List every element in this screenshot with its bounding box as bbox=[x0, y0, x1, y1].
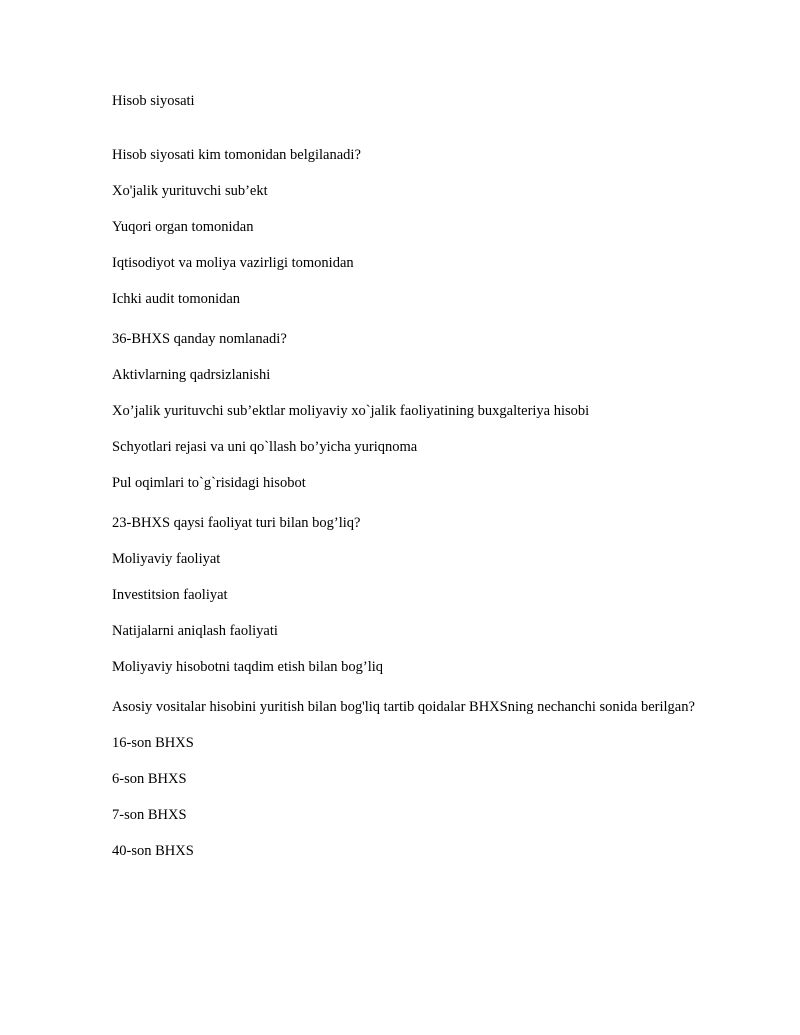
answer-option: Natijalarni aniqlash faoliyati bbox=[112, 623, 278, 639]
question-block-2 bbox=[112, 329, 772, 493]
answer-option: Aktivlarning qadrsizlanishi bbox=[112, 367, 271, 383]
answer-option: Ichki audit tomonidan bbox=[112, 291, 241, 307]
answer-option: 6-son BHXS bbox=[112, 771, 187, 787]
document-content bbox=[112, 91, 772, 861]
question-text: Hisob siyosati kim tomonidan belgilanadi? bbox=[112, 147, 361, 163]
question-block-1 bbox=[112, 145, 772, 309]
answer-option: Moliyaviy faoliyat bbox=[112, 551, 221, 567]
answer-option: Yuqori organ tomonidan bbox=[112, 219, 254, 235]
question-text: Asosiy vositalar hisobini yuritish bilan bog'liq tartib qoidalar BHXSning nechanchi sonida berilgan? bbox=[112, 699, 695, 715]
answer-option: Xo’jalik yurituvchi sub’ektlar moliyaviy xo`jalik faoliyatining buxgalteriya hisobi bbox=[112, 403, 590, 419]
answer-option: 16-son BHXS bbox=[112, 735, 194, 751]
answer-options bbox=[112, 181, 772, 309]
answer-option: Investitsion faoliyat bbox=[112, 587, 228, 603]
answer-option: Schyotlari rejasi va uni qo`llash bo’yicha yuriqnoma bbox=[112, 439, 418, 455]
answer-options bbox=[112, 733, 772, 861]
document-title: Hisob siyosati bbox=[112, 93, 195, 109]
answer-option: Xo'jalik yurituvchi sub’ekt bbox=[112, 183, 268, 199]
answer-option: 40-son BHXS bbox=[112, 843, 194, 859]
question-block-4 bbox=[112, 697, 772, 861]
answer-options bbox=[112, 365, 772, 493]
answer-option: Moliyaviy hisobotni taqdim etish bilan bog’liq bbox=[112, 659, 384, 675]
question-text: 23-BHXS qaysi faoliyat turi bilan bog’liq? bbox=[112, 515, 361, 531]
question-text: 36-BHXS qanday nomlanadi? bbox=[112, 331, 287, 347]
answer-options bbox=[112, 549, 772, 677]
answer-option: Pul oqimlari to`g`risidagi hisobot bbox=[112, 475, 306, 491]
answer-option: 7-son BHXS bbox=[112, 807, 187, 823]
question-block-3 bbox=[112, 513, 772, 677]
answer-option: Iqtisodiyot va moliya vazirligi tomonidan bbox=[112, 255, 354, 271]
